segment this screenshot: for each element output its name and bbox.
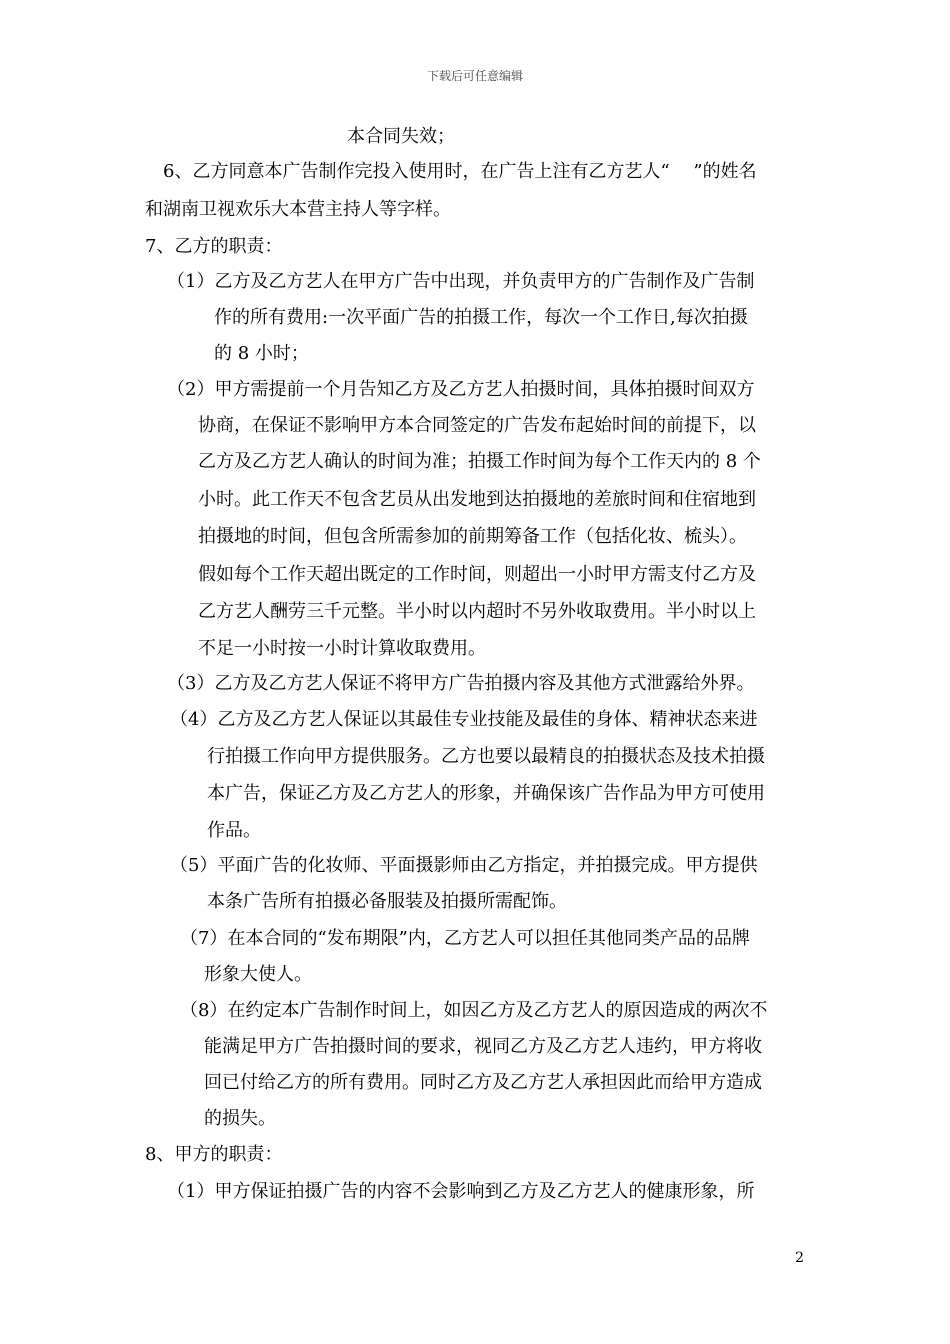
text-line: 回已付给乙方的所有费用。同时乙方及乙方艺人承担因此而给甲方造成	[204, 1072, 762, 1093]
section-heading: 7、乙方的职责：	[145, 236, 283, 257]
text-line: 协商，在保证不影响甲方本合同签定的广告发布起始时间的前提下，以	[198, 415, 756, 436]
text-line: （4）乙方及乙方艺人保证以其最佳专业技能及最佳的身体、精神状态来进	[170, 709, 758, 730]
text-line: 作的所有费用:一次平面广告的拍摄工作，每次一个工作日,每次拍摄	[214, 307, 748, 328]
text-line: （7）在本合同的“发布期限”内，乙方艺人可以担任其他同类产品的品牌	[180, 928, 750, 949]
text-line: （1）甲方保证拍摄广告的内容不会影响到乙方及乙方艺人的健康形象，所	[167, 1181, 755, 1202]
text-line: 6、乙方同意本广告制作完投入使用时，在广告上注有乙方艺人“ ”的姓名	[163, 161, 757, 182]
text-line: 形象大使人。	[204, 964, 312, 985]
text-line: 小时。此工作天不包含艺员从出发地到达拍摄地的差旅时间和住宿地到	[198, 489, 756, 510]
section-heading: 8、甲方的职责：	[145, 1144, 283, 1165]
text-line: 本广告，保证乙方及乙方艺人的形象，并确保该广告作品为甲方可使用	[207, 783, 765, 804]
page-number: 2	[795, 1250, 804, 1266]
text-line: （8）在约定本广告制作时间上，如因乙方及乙方艺人的原因造成的两次不	[180, 1000, 768, 1021]
text-line: 乙方及乙方艺人确认的时间为准；拍摄工作时间为每个工作天内的 8 个	[198, 451, 761, 472]
text-line: 的 8 小时；	[214, 343, 309, 364]
text-line: 假如每个工作天超出既定的工作时间，则超出一小时甲方需支付乙方及	[198, 564, 756, 585]
page-header: 下载后可任意编辑	[426, 69, 523, 83]
text-line: 本合同失效；	[347, 126, 455, 147]
text-line: 作品。	[207, 820, 261, 841]
text-line: 乙方艺人酬劳三千元整。半小时以内超时不另外收取费用。半小时以上	[198, 601, 756, 622]
text-line: 行拍摄工作向甲方提供服务。乙方也要以最精良的拍摄状态及技术拍摄	[207, 746, 765, 767]
text-line: 能满足甲方广告拍摄时间的要求，视同乙方及乙方艺人违约，甲方将收	[204, 1036, 762, 1057]
text-line: 的损失。	[204, 1108, 276, 1129]
text-line: （5）平面广告的化妆师、平面摄影师由乙方指定，并拍摄完成。甲方提供	[170, 855, 758, 876]
text-line: （3）乙方及乙方艺人保证不将甲方广告拍摄内容及其他方式泄露给外界。	[167, 673, 755, 694]
text-line: （2）甲方需提前一个月告知乙方及乙方艺人拍摄时间，具体拍摄时间双方	[167, 379, 755, 400]
text-line: 本条广告所有拍摄必备服装及拍摄所需配饰。	[207, 891, 567, 912]
text-line: （1）乙方及乙方艺人在甲方广告中出现，并负责甲方的广告制作及广告制	[167, 271, 755, 292]
text-line: 拍摄地的时间，但包含所需参加的前期筹备工作（包括化妆、梳头）。	[198, 526, 747, 547]
text-line: 不足一小时按一小时计算收取费用。	[198, 638, 486, 659]
text-line: 和湖南卫视欢乐大本营主持人等字样。	[145, 199, 451, 220]
